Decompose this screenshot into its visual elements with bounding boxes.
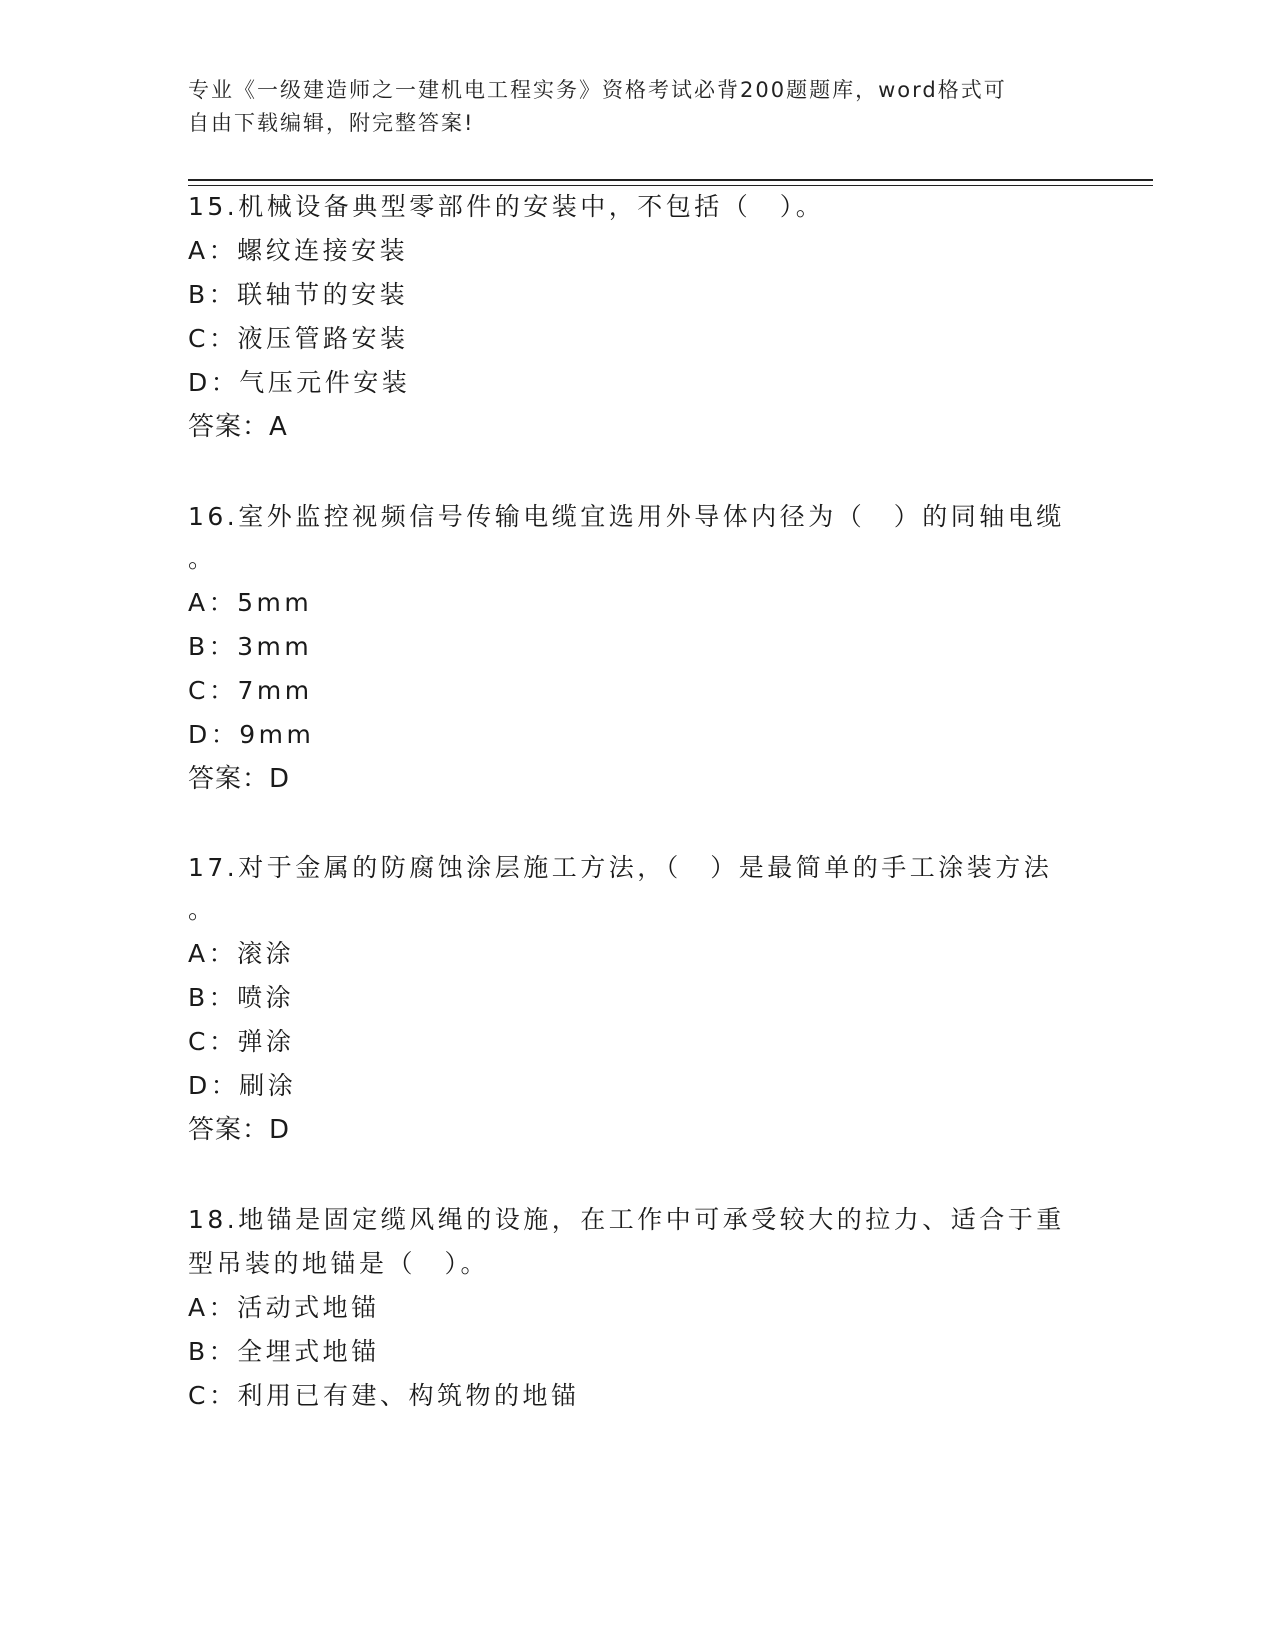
header-divider-thick [188,179,1153,181]
header-line-2: 自由下载编辑，附完整答案! [188,111,475,135]
question-16-option-b: B：3mm [188,632,313,661]
question-17-option-c: C：弹涂 [188,1027,295,1056]
question-17-answer: 答案：D [188,1115,291,1145]
question-18-stem-line-2: 型吊装的地锚是（ ）。 [188,1249,490,1278]
question-18-stem-line-1: 18.地锚是固定缆风绳的设施，在工作中可承受较大的拉力、适合于重 [188,1205,1065,1234]
question-17-stem-line-2: 。 [188,895,217,924]
question-16-stem-line-2: 。 [188,544,217,573]
question-17-option-d: D：刷涂 [188,1071,297,1100]
question-16-stem-line-1: 16.室外监控视频信号传输电缆宜选用外导体内径为（ ）的同轴电缆 [188,502,1065,531]
question-17-option-a: A：滚涂 [188,939,295,968]
question-16-option-a: A：5mm [188,588,313,617]
question-15-option-d: D：气压元件安装 [188,368,411,397]
question-17-stem-line-1: 17.对于金属的防腐蚀涂层施工方法，（ ）是最简单的手工涂装方法 [188,853,1053,882]
question-15-stem: 15.机械设备典型零部件的安装中，不包括（ ）。 [188,192,825,221]
question-15-option-b: B：联轴节的安装 [188,280,409,309]
question-16-option-c: C：7mm [188,676,313,705]
question-18-option-a: A：活动式地锚 [188,1293,380,1322]
question-18-option-c: C：利用已有建、构筑物的地锚 [188,1381,580,1410]
question-16-option-d: D：9mm [188,720,315,749]
question-17-option-b: B：喷涂 [188,983,295,1012]
question-15-option-c: C：液压管路安装 [188,324,409,353]
question-15-option-a: A：螺纹连接安装 [188,236,409,265]
question-15-answer: 答案：A [188,412,288,442]
header-line-1: 专业《一级建造师之一建机电工程实务》资格考试必背200题题库，word格式可 [188,78,1007,102]
question-18-option-b: B：全埋式地锚 [188,1337,380,1366]
header-divider-thin [188,185,1153,186]
document-header [188,74,1068,140]
question-16-answer: 答案：D [188,764,291,794]
